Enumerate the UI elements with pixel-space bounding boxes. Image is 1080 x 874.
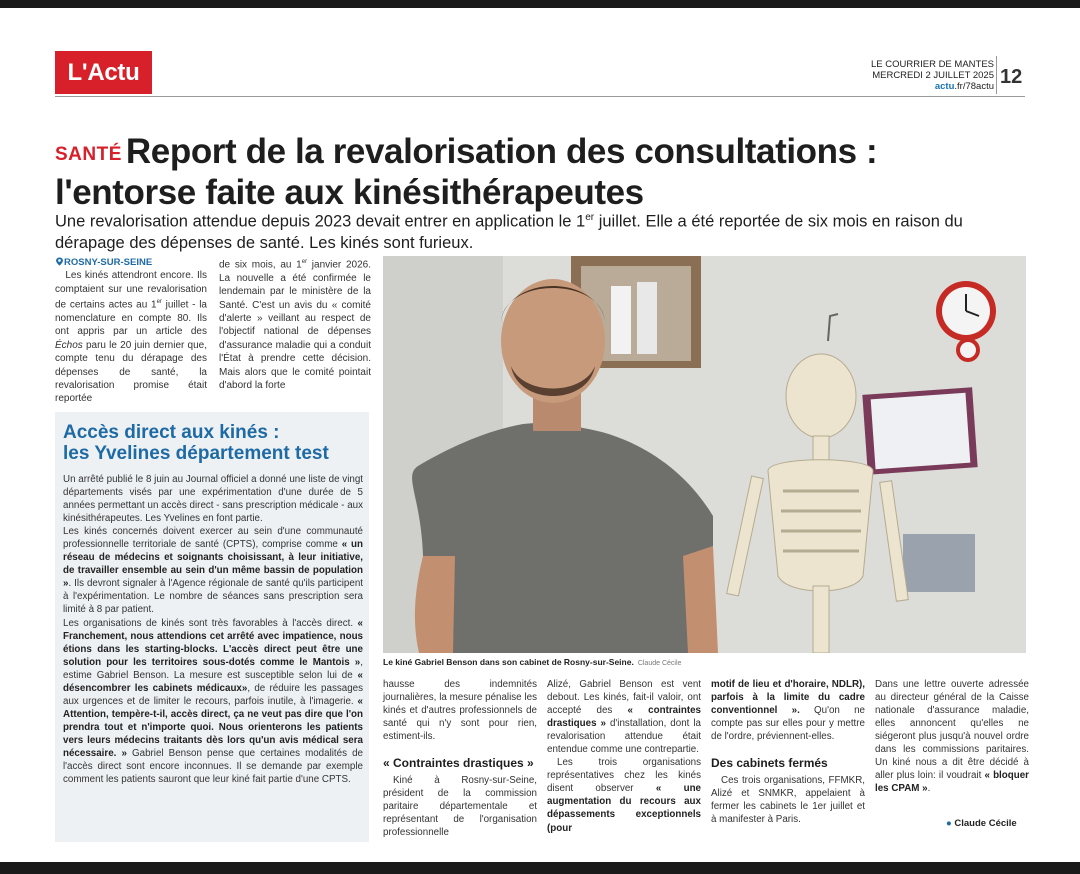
col4-paragraph-1	[547, 678, 701, 756]
article-headline	[55, 133, 1045, 212]
article-photo	[383, 256, 1026, 653]
website-link[interactable]	[871, 81, 994, 92]
col4-quote-2: « une augmentation du recours aux dépassements exceptionnels (pour	[547, 783, 701, 834]
body-column-1	[55, 256, 207, 406]
col6-paragraph	[875, 678, 1029, 795]
author-signature	[946, 818, 1017, 829]
sidebar-title-line-2: les Yvelines département test	[63, 443, 329, 464]
headline-line-1: Report de la revalorisation des consultations :	[125, 132, 878, 171]
col5-quote: motif de lieu et d'horaire, NDLR), parfois à la limite du cadre conventionnel ».	[711, 679, 865, 717]
col4-text-c: Les trois organisations représentatives chez les kinés disent observer	[547, 757, 701, 795]
lede-sup: er	[585, 212, 595, 223]
col6-text-b: .	[927, 783, 931, 795]
col4-quote-1: « contraintes drastiques »	[547, 705, 701, 730]
col1-text-b: juillet - la nomenclature en compte 80. Ils ont appris par un article des	[55, 299, 207, 338]
sidebar-p2-quote: « un réseau de médecins et soignants choisissant, à leur initiative, de travailler ensemble au sein d'un même bassin de population »	[63, 539, 363, 590]
sidebar-p3-a: Les organisations de kinés sont très favorables à l'accès direct.	[63, 617, 358, 629]
photo-caption	[383, 657, 1026, 669]
caption-text: Le kiné Gabriel Benson dans son cabinet de Rosny-sur-Seine.	[383, 657, 634, 667]
col5-paragraph-1	[711, 678, 865, 743]
signature-bullet-icon: ●	[946, 818, 955, 829]
section-logo: L'Actu	[55, 51, 152, 94]
location-pin-icon	[55, 257, 64, 266]
masthead-info	[871, 59, 994, 92]
subheading-cabinets-fermes: Des cabinets fermés	[711, 756, 828, 771]
sidebar-p2-b: . Ils devront signaler à l'Agence régionale de santé qu'ils participent à l'expérimentation. Le nombre de séances sans prescription sera limité à 8 par patient.	[63, 578, 363, 616]
col6-quote: « bloquer les CPAM »	[875, 770, 1029, 795]
lede-text-a: Une revalorisation attendue depuis 2023 devait entrer en application le 1	[55, 212, 586, 231]
col2-sup: er	[301, 259, 308, 265]
wall-file-holder	[903, 534, 975, 592]
sidebar-title-line-1: Accès direct aux kinés :	[63, 422, 280, 443]
subheading-contraintes: « Contraintes drastiques »	[383, 756, 534, 771]
sidebar-paragraph-1: Un arrêté publié le 8 juin au Journal officiel a donné une liste de vingt départements visés par une expérimentation d'une durée de 5 années permettant un accès direct - sans prescription médicale - aux kinésithérapeutes. Les Yvelines en font partie.	[63, 474, 363, 525]
col2-text-a: de six mois, au 1	[219, 259, 302, 271]
bottom-border	[0, 862, 1080, 874]
location-label: ROSNY-SUR-SEINE	[64, 257, 153, 268]
col2-text-b: janvier 2026. La nouvelle a été confirmée le lendemain par le ministère de la Santé. C'est un avis du « comité d'alerte » veillant au respect de l'objectif national de dépenses d'assurance maladie qui a conduit l'État à prendre cette décision. Mais alors que le comité pointait d'abord la forte	[219, 259, 371, 391]
body-column-5	[711, 678, 865, 826]
header-separator	[996, 56, 997, 94]
body-column-3	[383, 678, 537, 839]
col4-paragraph-2	[547, 756, 701, 834]
url-path: .fr/78actu	[954, 81, 994, 92]
headline-line-2: l'entorse faite aux kinésithérapeutes	[55, 173, 644, 212]
col4-text-b: d'installation, dont la revalorisation attendue était entendue comme une contrepartie.	[547, 718, 701, 756]
url-domain: actu	[934, 81, 955, 92]
col1-sup: er	[156, 299, 162, 306]
sidebar-p3-quote-3: « Attention, tempère-t-il, accès direct, ça ne veut pas dire que l'on prendra tout et n'importe quoi. Nous orienterons les patients vers leurs médecins traitants dès lors qu'un avis médical sera nécessaire. »	[63, 695, 363, 759]
lede-text-b: juillet. Elle a été reportée de six mois en raison du dérapage des dépenses de santé. Les kinés sont furieux.	[55, 212, 963, 252]
sidebar-box	[55, 412, 369, 842]
sidebar-p3-d: Gabriel Benson pense que certaines modalités de l'accès direct sont encore inconnues. Il se demande par exemple comment les patients sauront que leur kiné fait partie d'une CPTS.	[63, 747, 363, 786]
body-column-4	[547, 678, 701, 835]
header-rule	[55, 96, 1025, 97]
rubric-label: SANTÉ	[55, 144, 122, 165]
article-lede	[55, 207, 1030, 254]
col5-text-a: Qu'on ne compte pas sur elles pour y mettre de l'ordre, préviennent-elles.	[711, 705, 865, 743]
location-tag	[55, 256, 207, 269]
physiotherapist-photo-illustration	[383, 256, 1026, 653]
sidebar-p3-c: , de réduire les passages aux urgences et de limiter le recours, parfois inutile, à l'imagerie.	[63, 682, 363, 707]
column-1-text	[55, 269, 207, 405]
issue-date: MERCREDI 2 JUILLET 2025	[872, 70, 994, 81]
author-name: Claude Cécile	[954, 818, 1017, 829]
sidebar-p3-b: , estime Gabriel Benson. La mesure est susceptible selon lui de	[63, 656, 363, 681]
col3-text-b: Kiné à Rosny-sur-Seine, président de la commission paritaire départementale et représentant de l'organisation professionnelle	[383, 774, 537, 838]
man-face	[501, 279, 605, 403]
col1-italic: Échos	[55, 339, 83, 351]
sidebar-paragraph-2	[63, 525, 363, 616]
col1-text-c: paru le 20 juin dernier que, compte tenu du dérapage des dépenses de santé, la revalorisation promise était reportée	[55, 339, 207, 405]
sidebar-p2-a: Les kinés concernés doivent exercer au sein d'une communauté professionnelle territoriale de santé (CPTS), comprise comme	[63, 526, 363, 551]
sidebar-paragraph-3	[63, 617, 363, 787]
page-number: 12	[1000, 66, 1023, 88]
sidebar-title	[63, 422, 363, 464]
sidebar-body	[63, 473, 363, 786]
col6-text-a: Dans une lettre ouverte adressée au directeur général de la Caisse nationale d'assurance maladie, elles annoncent qu'elles ne siégeront plus jusqu'à nouvel ordre dans les commissions paritaires. Un kiné nous a dit être décidé à aller plus loin: il voudrait	[875, 679, 1029, 782]
body-column-6	[875, 678, 1029, 795]
sidebar-p3-quote-1: « Franchement, nous attendions cet arrêté avec impatience, nous étions dans les starting-blocks. L'accès direct peut être une solution pour les territoires sous-dotés comme le Mantois »	[63, 617, 363, 668]
body-column-2	[219, 256, 371, 392]
sidebar-p3-quote-2: « désencombrer les cabinets médicaux»	[63, 669, 363, 694]
col3-text-a: hausse des indemnités journalières, la mesure pénalise les kinés et d'autres professionnels de santé qui n'y sont pour rien, estiment-ils.	[383, 679, 537, 743]
col5-text-b: Ces trois organisations, FFMKR, Alizé et SNMKR, appelaient à fermer les cabinets le 1er juillet et à manifester à Paris.	[711, 774, 865, 825]
col1-text-a: Les kinés attendront encore. Ils comptaient sur une revalorisation de certains actes au 1	[55, 270, 207, 311]
top-border	[0, 0, 1080, 8]
col4-text-a: Alizé, Gabriel Benson est vent debout. Les kinés, fait-il valoir, ont accepté des	[547, 679, 701, 717]
photo-credit: Claude Cécile	[637, 660, 682, 667]
newspaper-name: LE COURRIER DE MANTES	[871, 59, 994, 70]
